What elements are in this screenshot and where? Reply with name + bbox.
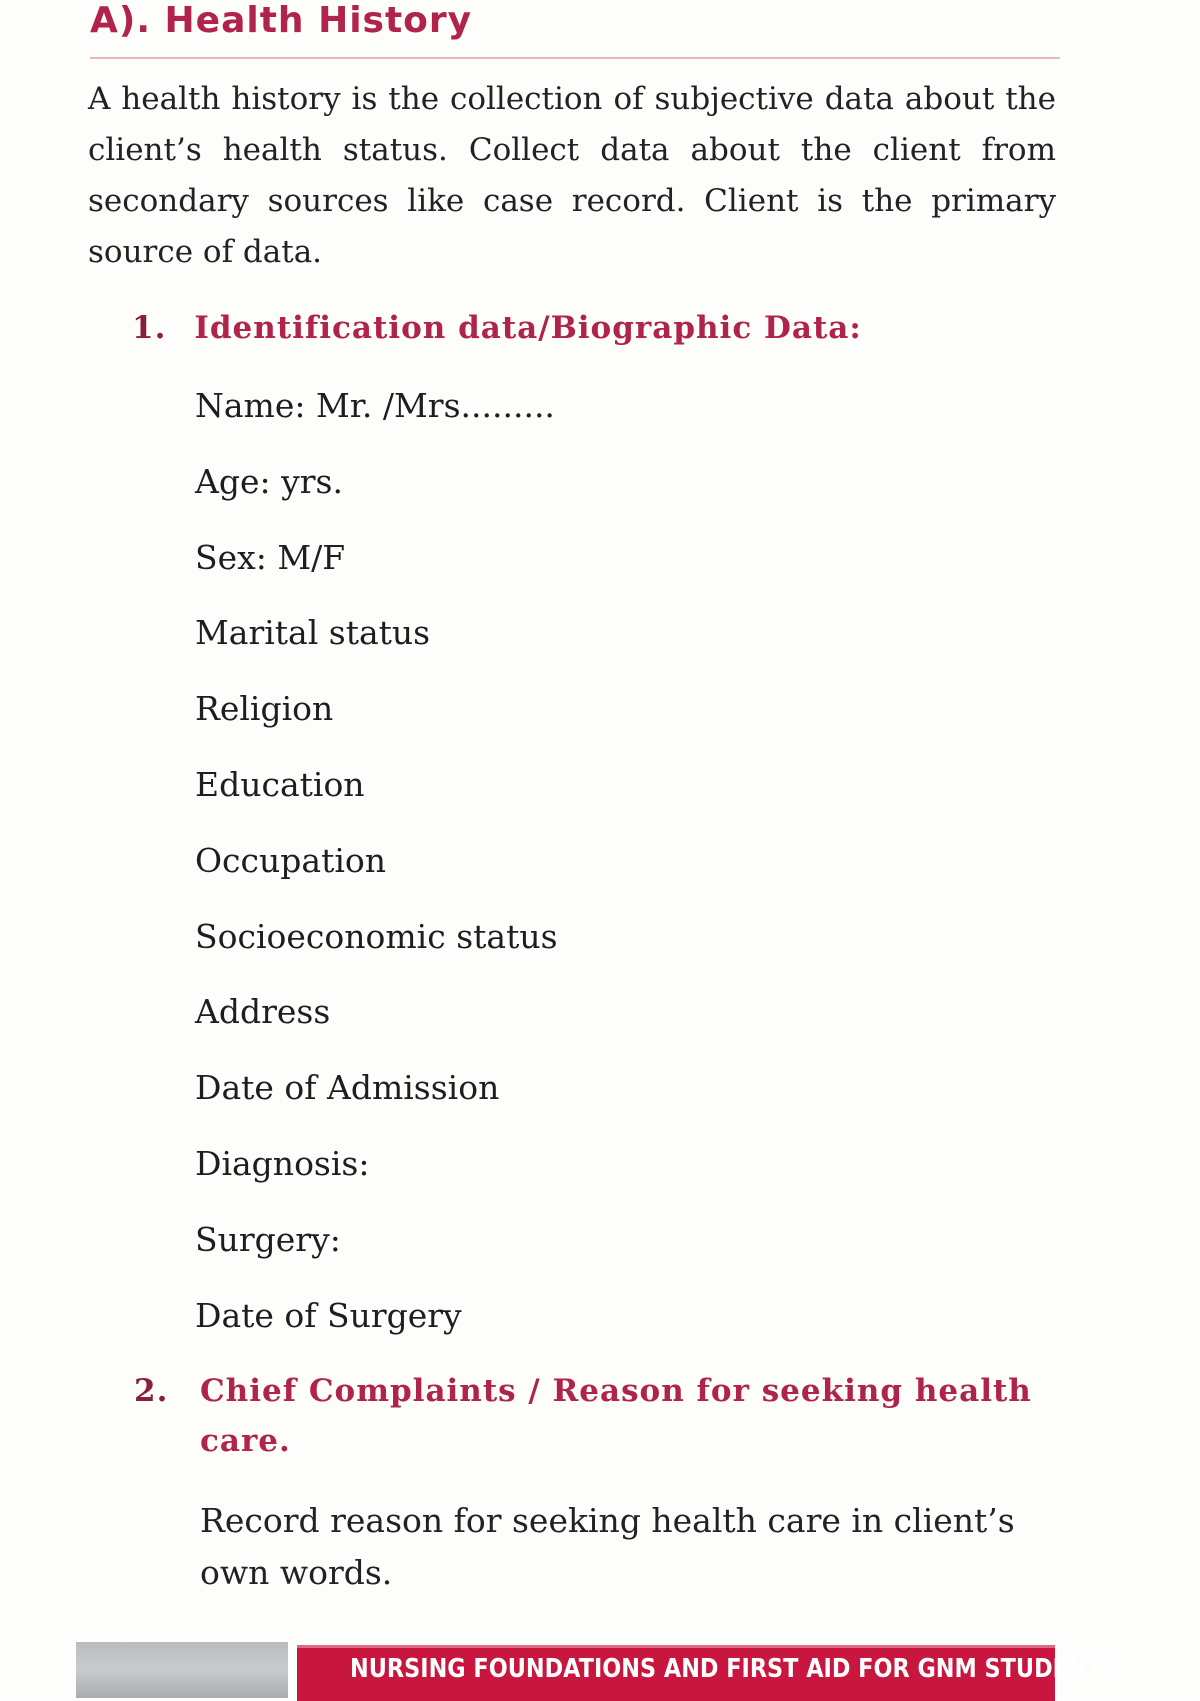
field-address: Address [195,992,331,1032]
subsection-title: Chief Complaints / Reason for seeking health care. [200,1373,1032,1459]
footer-book-title: NURSING FOUNDATIONS AND FIRST AID FOR GNM STUDENTS [350,1654,1118,1684]
field-surgery: Surgery: [195,1219,341,1259]
section-heading: A). Health History [90,0,473,41]
subsection-title: Identification data/Biographic Data: [194,310,862,346]
field-sex: Sex: M/F [195,537,346,577]
field-occupation: Occupation [195,840,387,880]
field-socioeconomic-status: Socioeconomic status [195,916,558,956]
field-date-of-surgery: Date of Surgery [195,1295,462,1335]
field-education: Education [195,764,365,804]
field-diagnosis: Diagnosis: [195,1143,370,1183]
subsection-number: 2. [134,1373,169,1409]
footer-gray-block [76,1642,288,1698]
field-date-of-admission: Date of Admission [195,1068,500,1108]
subsection-number: 1. [132,310,167,346]
subsection-chief-complaints-heading [134,1366,1064,1466]
field-age: Age: yrs. [195,461,343,501]
intro-paragraph: A health history is the collection of subjective data about the client’s health status. Collect data about the client from secondary sources like case record. Client is the primary source of data. [88,81,1056,270]
chief-complaints-text: Record reason for seeking health care in client’s own words. [200,1501,1015,1592]
field-religion: Religion [195,689,334,729]
field-name: Name: Mr. /Mrs......... [195,386,555,425]
identification-field-list [195,382,558,1367]
field-marital-status: Marital status [195,613,431,653]
footer-banner [297,1645,1118,1701]
heading-divider [90,57,1060,59]
subsection-identification-heading [132,310,862,346]
